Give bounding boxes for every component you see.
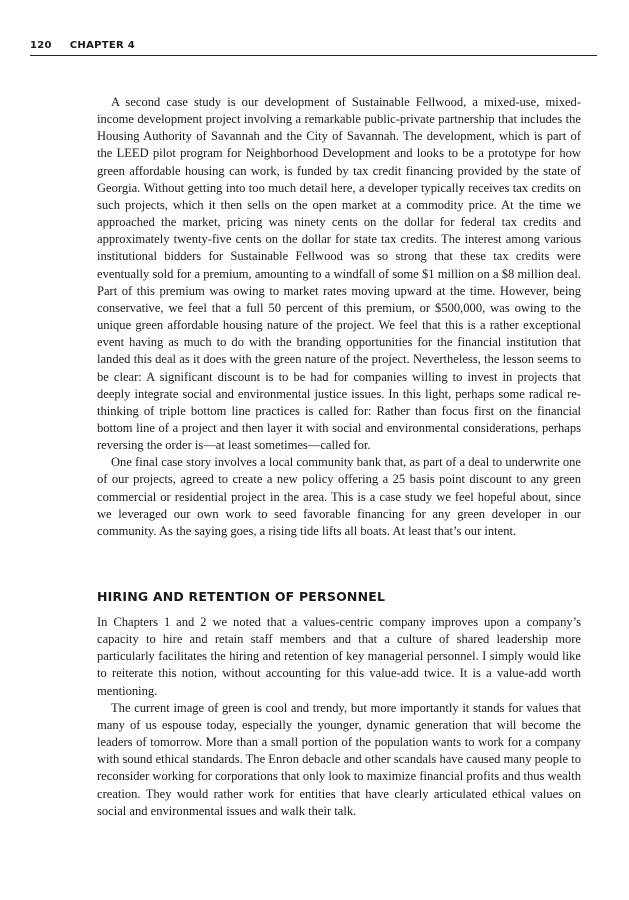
section-hiring-retention	[97, 614, 581, 820]
section-case-studies	[97, 94, 581, 540]
section-heading: HIRING AND RETENTION OF PERSONNEL	[97, 589, 386, 604]
paragraph: The current image of green is cool and trendy, but more importantly it stands for values that many of us espouse today, especially the younger, dynamic generation that will become the leaders of tomorrow. More than a small portion of the population wants to work for a company with sound ethical standards. The Enron debacle and other scandals have caused many people to reconsider working for corporations that only look to maximize financial profits and thus wealth creation. They would rather work for entities that have clearly articulated ethical values on social and environmental issues and walk their talk.	[97, 700, 581, 818]
paragraph: In Chapters 1 and 2 we noted that a values-centric company improves upon a company’s capacity to hire and retain staff members and that a culture of shared leadership more particularly facilitates the hiring and retention of key managerial personnel. I simply would like to reiterate this notion, without accounting for this value-add twice. It is a value-add worth mentioning.	[97, 615, 581, 698]
chapter-label: CHAPTER 4	[69, 40, 136, 51]
page-number: 120	[30, 40, 52, 51]
paragraph: A second case study is our development of Sustainable Fellwood, a mixed-use, mixed-income development project involving a remarkable public-private partnership that includes the Housing Authority of Savannah and the City of Savannah. The development, which is part of the LEED pilot program for Neighborhood Development and looks to be a prototype for how green affordable housing can work, is funded by tax credit financing provided by the state of Georgia. Without getting into too much detail here, a developer typically receives tax credits on such projects, which it then sells on the open market at a commodity price. At the time we approached the market, pricing was ninety cents on the dollar for federal tax credits and approximately twenty-five cents on the dollar for state tax credits. The interest among various institutional bidders for Sustainable Fellwood was so strong that these tax credits were eventually sold for a premium, amounting to a windfall of some $1 million on a $8 million deal. Part of this premium was owing to market rates moving upward at the time. However, being conservative, we feel that a full 50 percent of this premium, or $500,000, was owing to the unique green affordable housing nature of the project. We feel that this is a rather exceptional event having as much to do with the branding opportunities for the financial institution that landed this deal as it does with the green nature of the project. Nevertheless, the lesson seems to be clear: A significant discount is to be had for companies willing to invest in projects that deeply integrate social and environmental justice issues. In this light, perhaps some radical re-thinking of triple bottom line practices is called for: Rather than focus first on the financial bottom line of a project and then layer it with social and environmental considerations, perhaps reversing the order is—at least sometimes—called for.	[97, 95, 581, 453]
paragraph: One final case story involves a local community bank that, as part of a deal to underwrite one of our projects, agreed to create a new policy offering a 25 basis point discount to any green commercial or residential project in the area. This is a case study we feel hopeful about, since we leveraged our own work to seed favorable financing for any green developer in our community. As the saying goes, a rising tide lifts all boats. At least that’s our intent.	[97, 455, 581, 538]
running-header	[30, 40, 597, 56]
